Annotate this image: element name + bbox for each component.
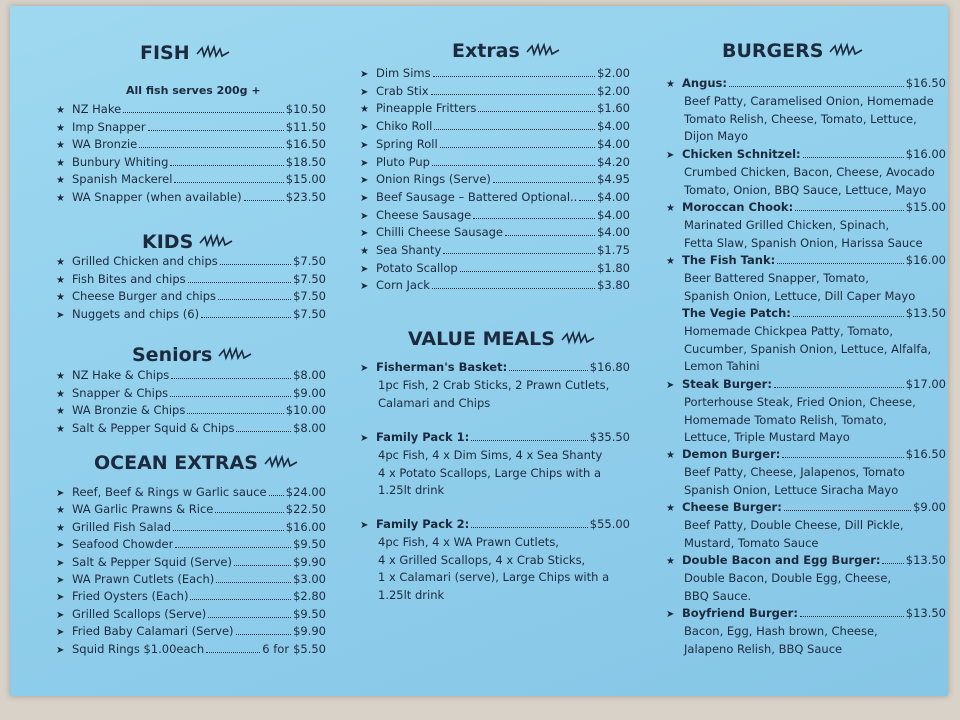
menu-item	[666, 76, 946, 93]
item-name: Chilli Cheese Sausage	[376, 225, 503, 240]
item-price: $16.00	[905, 253, 946, 267]
item-name: Cheese Sausage	[376, 207, 472, 222]
arrow-bullet-icon: ➤	[56, 557, 65, 569]
item-description: 4 x Grilled Scallops, 4 x Crab Sticks,	[378, 552, 586, 567]
menu-item	[56, 172, 326, 189]
menu-item	[666, 500, 946, 517]
dot-leader	[201, 317, 291, 318]
dot-leader	[220, 264, 291, 265]
star-bullet-icon: ★	[56, 371, 65, 382]
arrow-bullet-icon: ➤	[360, 139, 369, 151]
item-name: Pluto Pup	[376, 154, 430, 169]
value-meals-heading: VALUE MEALS	[408, 328, 595, 350]
dot-leader	[793, 316, 904, 317]
item-name: Pineapple Fritters	[376, 101, 477, 116]
menu-item	[56, 137, 326, 154]
dot-leader	[509, 370, 588, 371]
item-description: 1pc Fish, 2 Crab Sticks, 2 Prawn Cutlets,	[378, 378, 610, 392]
fish-heading: FISH	[140, 42, 230, 64]
dot-leader	[236, 431, 291, 432]
item-name: The Vegie Patch:	[682, 306, 791, 320]
item-price: $9.50	[293, 537, 326, 552]
menu-item	[360, 119, 630, 136]
item-description: Bacon, Egg, Hash brown, Cheese,	[684, 624, 878, 638]
menu-item	[56, 421, 326, 438]
item-price: $35.50	[589, 430, 630, 444]
item-name: Nuggets and chips (6)	[72, 306, 200, 321]
arrow-bullet-icon: ➤	[360, 192, 369, 204]
menu-item	[666, 377, 946, 394]
item-name: Fish Bites and chips	[72, 271, 186, 286]
arrow-bullet-icon: ➤	[360, 228, 369, 240]
item-name: The Fish Tank:	[682, 253, 776, 267]
item-price: $1.80	[597, 260, 630, 275]
star-bullet-icon: ★	[56, 522, 65, 534]
menu-item	[360, 172, 630, 189]
item-description: 1 x Calamari (serve), Large Chips with a	[378, 570, 610, 584]
item-description: Lemon Tahini	[684, 359, 760, 373]
item-price: $18.50	[285, 154, 326, 169]
item-price: $4.20	[597, 154, 630, 169]
item-price: $3.00	[293, 572, 326, 586]
item-name: Family Pack 1:	[376, 430, 470, 444]
item-name: Grilled Chicken and chips	[72, 254, 218, 268]
item-description: Jalapeno Relish, BBQ Sauce	[684, 641, 843, 656]
star-bullet-icon: ★	[56, 505, 65, 517]
item-price: $4.00	[597, 225, 630, 240]
menu-item	[360, 190, 630, 207]
dot-leader	[218, 299, 291, 300]
item-price: $7.50	[293, 306, 326, 321]
item-name: WA Prawn Cutlets (Each)	[72, 572, 215, 586]
star-bullet-icon: ★	[56, 257, 65, 268]
menu-item	[360, 225, 630, 242]
dot-leader	[882, 563, 903, 564]
item-price: $10.00	[285, 403, 326, 417]
dot-leader	[234, 565, 291, 566]
menu-item	[360, 430, 630, 447]
item-name: Fisherman's Basket:	[376, 360, 508, 374]
item-description: Porterhouse Steak, Fried Onion, Cheese,	[684, 395, 916, 409]
ocean-extras-heading: OCEAN EXTRAS	[94, 452, 298, 474]
burgers-heading: BURGERS	[722, 40, 863, 62]
star-bullet-icon: ★	[666, 256, 675, 267]
dot-leader	[148, 130, 284, 131]
item-name: Dim Sims	[376, 66, 431, 80]
item-name: WA Garlic Prawns & Rice	[72, 502, 214, 517]
menu-item	[666, 200, 946, 217]
kids-heading: KIDS	[142, 231, 233, 253]
item-price: $4.00	[597, 119, 630, 134]
dot-leader	[216, 582, 291, 583]
item-name: Grilled Fish Salad	[72, 519, 172, 534]
seniors-heading: Seniors	[132, 344, 252, 366]
item-description: Calamari and Chips	[378, 395, 491, 410]
item-name: Snapper & Chips	[72, 385, 169, 400]
arrow-bullet-icon: ➤	[56, 592, 65, 604]
item-description: 1.25lt drink	[378, 587, 445, 602]
fish-wave-icon	[199, 233, 233, 251]
item-name: Beef Sausage – Battered Optional..	[376, 189, 578, 204]
dot-leader	[493, 182, 595, 183]
fish-wave-icon	[829, 42, 863, 60]
menu-item	[56, 368, 326, 385]
menu-item	[56, 520, 326, 537]
menu-item	[666, 147, 946, 164]
menu-item	[360, 208, 630, 225]
item-description: Tomato, Onion, BBQ Sauce, Lettuce, Mayo	[684, 182, 927, 197]
item-price: $15.00	[285, 172, 326, 186]
item-price: $16.50	[905, 76, 946, 90]
item-price: $16.50	[905, 447, 946, 461]
item-name: Grilled Scallops (Serve)	[72, 606, 207, 621]
item-description: Lettuce, Triple Mustard Mayo	[684, 430, 850, 444]
item-price: $2.80	[293, 589, 326, 604]
item-name: Bunbury Whiting	[72, 154, 169, 169]
arrow-bullet-icon: ➤	[56, 609, 65, 621]
item-name: Imp Snapper	[72, 119, 146, 134]
item-description: Tomato Relish, Cheese, Tomato, Lettuce,	[684, 111, 917, 126]
dot-leader	[244, 200, 284, 201]
item-name: Demon Burger:	[682, 447, 781, 461]
item-price: $13.50	[905, 306, 946, 320]
item-description: Spanish Onion, Lettuce Siracha Mayo	[684, 482, 899, 497]
item-price: $22.50	[285, 502, 326, 517]
dot-leader	[170, 396, 291, 397]
menu-item	[360, 278, 630, 295]
dot-leader	[208, 617, 291, 618]
arrow-bullet-icon: ➤	[360, 210, 369, 222]
dot-leader	[431, 94, 595, 95]
dot-leader	[579, 200, 595, 201]
item-price: $24.00	[285, 485, 326, 499]
menu-item	[56, 607, 326, 624]
dot-leader	[175, 547, 291, 548]
dot-leader	[187, 413, 283, 414]
item-price: $15.00	[905, 200, 946, 214]
dot-leader	[777, 263, 904, 264]
menu-item	[360, 517, 630, 534]
dot-leader	[188, 282, 291, 283]
item-description: Homemade Tomato Relish, Tomato,	[684, 412, 887, 427]
item-price: $16.00	[285, 519, 326, 534]
dot-leader	[782, 457, 903, 458]
item-price: $9.00	[913, 500, 946, 514]
dot-leader	[471, 527, 587, 528]
menu-item	[56, 155, 326, 172]
item-description: Beef Patty, Double Cheese, Dill Pickle,	[684, 518, 904, 532]
item-description: Dijon Mayo	[684, 129, 749, 143]
star-bullet-icon: ★	[56, 105, 65, 116]
dot-leader	[478, 111, 595, 112]
arrow-bullet-icon: ➤	[56, 644, 65, 656]
item-description: Mustard, Tomato Sauce	[684, 535, 819, 550]
star-bullet-icon: ★	[56, 140, 65, 151]
item-name: Fried Oysters (Each)	[72, 589, 189, 604]
menu-item	[56, 102, 326, 119]
dot-leader	[432, 288, 595, 289]
item-description: Marinated Grilled Chicken, Spinach,	[684, 218, 890, 232]
item-name: Double Bacon and Egg Burger:	[682, 553, 881, 567]
dot-leader	[784, 510, 911, 511]
dot-leader	[795, 210, 904, 211]
star-bullet-icon: ★	[666, 556, 675, 567]
item-description: 1.25lt drink	[378, 483, 445, 497]
arrow-bullet-icon: ➤	[56, 575, 65, 586]
item-description: Crumbed Chicken, Bacon, Cheese, Avocado	[684, 165, 935, 179]
item-price: $2.00	[597, 66, 630, 80]
item-price: $1.75	[597, 243, 630, 257]
menu-item	[56, 272, 326, 289]
fish-wave-icon	[526, 42, 560, 60]
item-name: Fried Baby Calamari (Serve)	[72, 624, 234, 639]
dot-leader	[174, 182, 283, 183]
menu-item	[360, 66, 630, 83]
item-name: Salt & Pepper Squid & Chips	[72, 420, 235, 435]
star-bullet-icon: ★	[666, 203, 675, 214]
menu-item	[56, 537, 326, 554]
menu-item	[666, 553, 946, 570]
fish-wave-icon	[218, 346, 252, 364]
item-description: Beef Patty, Cheese, Jalapenos, Tomato	[684, 465, 905, 479]
menu-item	[360, 155, 630, 172]
item-name: Angus:	[682, 76, 727, 90]
menu-item	[56, 485, 326, 502]
menu-item	[56, 289, 326, 306]
item-description: Fetta Slaw, Spanish Onion, Harissa Sauce	[684, 235, 923, 250]
item-price: $8.00	[293, 420, 326, 435]
menu-item	[56, 624, 326, 641]
item-description: 4pc Fish, 4 x WA Prawn Cutlets,	[378, 535, 559, 549]
dot-leader	[236, 634, 292, 635]
item-name: Spring Roll	[376, 136, 438, 151]
item-price: $4.00	[597, 207, 630, 222]
item-name: Seafood Chowder	[72, 537, 174, 552]
item-name: Sea Shanty	[376, 243, 442, 257]
item-description: Cucumber, Spanish Onion, Lettuce, Alfalfa,	[684, 341, 932, 356]
dot-leader	[171, 378, 291, 379]
menu-item	[56, 120, 326, 137]
dot-leader	[269, 495, 284, 496]
menu-item	[360, 243, 630, 260]
fish-wave-icon	[196, 44, 230, 62]
item-name: Chiko Roll	[376, 119, 433, 134]
item-description: 4 x Potato Scallops, Large Chips with a	[378, 465, 602, 480]
arrow-bullet-icon: ➤	[360, 433, 369, 444]
menu-item	[56, 502, 326, 519]
item-name: Cheese Burger and chips	[72, 289, 217, 303]
item-price: $4.00	[597, 189, 630, 204]
item-name: Crab Stix	[376, 83, 429, 98]
item-name: Onion Rings (Serve)	[376, 172, 491, 187]
item-price: $8.00	[293, 368, 326, 382]
menu-item	[56, 254, 326, 271]
item-name: WA Bronzie	[72, 137, 138, 151]
star-bullet-icon: ★	[666, 79, 675, 90]
item-price: $13.50	[905, 606, 946, 620]
item-price: $9.90	[293, 624, 326, 639]
item-price: $5.50	[293, 641, 326, 656]
fish-subtitle: All fish serves 200g +	[126, 84, 261, 97]
arrow-bullet-icon: ➤	[56, 627, 65, 639]
dot-leader	[460, 271, 595, 272]
item-price: $16.00	[905, 147, 946, 161]
item-name: Squid Rings $1.00each	[72, 641, 205, 656]
item-price: $55.00	[589, 517, 630, 531]
arrow-bullet-icon: ➤	[56, 540, 65, 552]
star-bullet-icon: ★	[56, 157, 65, 169]
arrow-bullet-icon: ➤	[360, 86, 369, 98]
arrow-bullet-icon: ➤	[56, 309, 65, 321]
item-price: $13.50	[905, 553, 946, 567]
arrow-bullet-icon: ➤	[360, 263, 369, 275]
dot-leader	[173, 530, 284, 531]
menu-item	[360, 360, 630, 377]
star-bullet-icon: ★	[56, 423, 65, 435]
dot-leader	[800, 616, 904, 617]
dot-leader	[774, 387, 904, 388]
item-price: $9.00	[293, 385, 326, 400]
dot-leader	[170, 165, 283, 166]
arrow-bullet-icon: ➤	[360, 122, 369, 134]
item-name: NZ Hake & Chips	[72, 368, 170, 382]
menu-item	[56, 555, 326, 572]
menu-item	[56, 190, 326, 207]
item-price: $2.00	[597, 83, 630, 98]
arrow-bullet-icon: ➤	[360, 363, 369, 374]
menu-item	[666, 606, 946, 623]
item-name: WA Snapper (when available)	[72, 189, 242, 204]
item-price: $9.90	[293, 554, 326, 569]
fish-wave-icon	[264, 454, 298, 472]
item-name: Salt & Pepper Squid (Serve)	[72, 554, 232, 569]
dot-leader	[505, 235, 595, 236]
item-name: NZ Hake	[72, 102, 122, 116]
arrow-bullet-icon: ➤	[360, 175, 369, 187]
fish-wave-icon	[561, 330, 595, 348]
item-description: Homemade Chickpea Patty, Tomato,	[684, 324, 893, 338]
item-description: Double Bacon, Double Egg, Cheese,	[684, 571, 892, 585]
star-bullet-icon: ★	[56, 122, 65, 134]
arrow-bullet-icon: ➤	[56, 488, 65, 499]
dot-leader	[729, 86, 904, 87]
item-name: Chicken Schnitzel:	[682, 147, 801, 161]
item-price: $9.50	[293, 606, 326, 621]
menu-item	[56, 642, 326, 659]
star-bullet-icon: ★	[56, 388, 65, 400]
dot-leader	[139, 147, 283, 148]
arrow-bullet-icon: ➤	[666, 380, 675, 391]
menu-item	[360, 84, 630, 101]
arrow-bullet-icon: ➤	[666, 609, 675, 620]
item-name: Boyfriend Burger:	[682, 606, 798, 620]
menu-item	[666, 306, 946, 323]
item-price: $4.95	[597, 172, 630, 187]
dot-leader	[803, 157, 904, 158]
item-price: $23.50	[285, 189, 326, 204]
menu-item	[360, 261, 630, 278]
menu-item	[56, 386, 326, 403]
arrow-bullet-icon: ➤	[360, 69, 369, 80]
item-name: Corn Jack	[376, 278, 430, 293]
dot-leader	[190, 599, 291, 600]
item-name: WA Bronzie & Chips	[72, 403, 186, 417]
item-price: $17.00	[905, 377, 946, 391]
dot-leader	[443, 253, 595, 254]
item-price: $7.50	[293, 271, 326, 286]
star-bullet-icon: ★	[360, 246, 369, 257]
item-name: Family Pack 2:	[376, 517, 470, 531]
star-bullet-icon: ★	[56, 192, 65, 204]
item-description: Beef Patty, Caramelised Onion, Homemade	[684, 94, 934, 108]
item-price: $16.80	[589, 360, 630, 374]
item-name: Reef, Beef & Rings w Garlic sauce	[72, 485, 267, 499]
item-name: Potato Scallop	[376, 260, 458, 275]
menu-item	[56, 572, 326, 589]
item-price: $3.80	[597, 278, 630, 293]
dot-leader	[123, 112, 284, 113]
item-name: Steak Burger:	[682, 377, 772, 391]
item-price: $11.50	[285, 119, 326, 134]
item-description: Spanish Onion, Lettuce, Dill Caper Mayo	[684, 288, 916, 303]
item-description: BBQ Sauce.	[684, 588, 752, 603]
menu-item	[56, 589, 326, 606]
star-bullet-icon: ★	[666, 450, 675, 461]
extras-heading: Extras	[452, 40, 560, 62]
dot-leader	[432, 165, 595, 166]
menu-item	[360, 137, 630, 154]
item-price: $1.60	[597, 101, 630, 116]
item-price: $10.50	[285, 102, 326, 116]
arrow-bullet-icon: ➤	[360, 281, 369, 293]
dot-leader	[206, 652, 260, 653]
menu-sheet	[10, 6, 948, 696]
dot-leader	[434, 129, 595, 130]
dot-leader	[440, 147, 595, 148]
dot-leader	[215, 512, 283, 513]
item-price: $16.50	[285, 137, 326, 151]
dot-leader	[471, 440, 587, 441]
item-description: 4pc Fish, 4 x Dim Sims, 4 x Sea Shanty	[378, 448, 603, 462]
menu-item	[56, 403, 326, 420]
item-name: Spanish Mackerel	[72, 172, 173, 186]
star-bullet-icon: ★	[360, 104, 369, 116]
item-suffix: 6 for	[262, 641, 290, 656]
star-bullet-icon: ★	[56, 406, 65, 417]
menu-item	[666, 253, 946, 270]
star-bullet-icon: ★	[56, 292, 65, 303]
item-price: $7.50	[293, 289, 326, 303]
item-name: Cheese Burger:	[682, 500, 782, 514]
item-price: $4.00	[597, 136, 630, 151]
menu-item	[56, 307, 326, 324]
arrow-bullet-icon: ➤	[360, 157, 369, 169]
menu-item	[360, 101, 630, 118]
arrow-bullet-icon: ➤	[360, 520, 369, 531]
star-bullet-icon: ★	[56, 175, 65, 186]
item-price: $7.50	[293, 254, 326, 268]
dot-leader	[473, 218, 595, 219]
star-bullet-icon: ★	[56, 274, 65, 286]
item-name: Moroccan Chook:	[682, 200, 794, 214]
star-bullet-icon: ★	[666, 503, 675, 514]
dot-leader	[433, 76, 595, 77]
item-description: Beer Battered Snapper, Tomato,	[684, 271, 869, 285]
arrow-bullet-icon: ➤	[666, 150, 675, 161]
menu-item	[666, 447, 946, 464]
